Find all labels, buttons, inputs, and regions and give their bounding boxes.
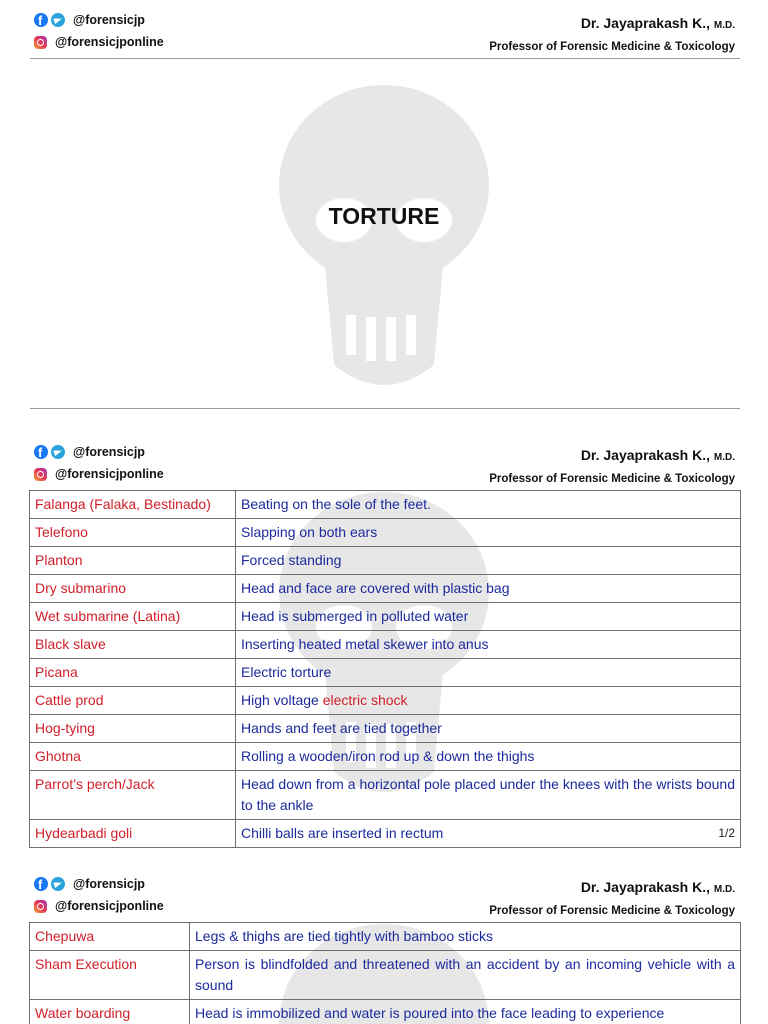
instagram-handle: @forensicjponline bbox=[55, 35, 164, 49]
torture-table bbox=[29, 922, 741, 1024]
definition-cell: Legs & thighs are tied tightly with bamboo sticks bbox=[190, 923, 741, 951]
instagram-row bbox=[34, 463, 164, 485]
definition-cell: Hands and feet are tied together bbox=[236, 715, 741, 743]
telegram-icon bbox=[51, 13, 65, 27]
table-row bbox=[30, 951, 741, 1000]
definition-cell: Head is submerged in polluted water bbox=[236, 603, 741, 631]
author-degree: M.D. bbox=[713, 452, 735, 463]
definition-text: High voltage bbox=[241, 692, 323, 708]
author-degree: M.D. bbox=[713, 884, 735, 895]
instagram-row bbox=[34, 31, 164, 53]
term-cell: Wet submarine (Latina) bbox=[30, 603, 236, 631]
telegram-icon bbox=[51, 877, 65, 891]
author-title: Professor of Forensic Medicine & Toxicology bbox=[489, 41, 735, 53]
table-row bbox=[30, 631, 741, 659]
table-row bbox=[30, 603, 741, 631]
header-divider bbox=[30, 58, 740, 59]
slide-torture-methods-2 bbox=[0, 864, 768, 1024]
author-name-line bbox=[489, 876, 735, 901]
author-name-line bbox=[489, 12, 735, 37]
term-cell: Falanga (Falaka, Bestinado) bbox=[30, 491, 236, 519]
instagram-icon bbox=[34, 468, 47, 481]
term-cell: Chepuwa bbox=[30, 923, 190, 951]
instagram-icon bbox=[34, 36, 47, 49]
slide-title-text: TORTURE bbox=[328, 203, 440, 229]
definition-cell: Beating on the sole of the feet. bbox=[236, 491, 741, 519]
social-handles bbox=[34, 441, 164, 485]
term-cell: Ghotna bbox=[30, 743, 236, 771]
term-cell: Water boarding bbox=[30, 1000, 190, 1024]
definition-text: Chilli balls are inserted in rectum bbox=[241, 825, 444, 841]
definition-cell: Forced standing bbox=[236, 547, 741, 575]
definition-cell: Slapping on both ears bbox=[236, 519, 741, 547]
table-row bbox=[30, 715, 741, 743]
instagram-handle: @forensicjponline bbox=[55, 899, 164, 913]
author-title: Professor of Forensic Medicine & Toxicology bbox=[489, 473, 735, 485]
term-cell: Sham Execution bbox=[30, 951, 190, 1000]
definition-cell: Head and face are covered with plastic bag bbox=[236, 575, 741, 603]
definition-cell: Head is immobilized and water is poured into the face leading to experience bbox=[190, 1000, 741, 1024]
torture-table bbox=[29, 490, 741, 848]
author-block bbox=[489, 12, 735, 57]
definition-cell: Rolling a wooden/iron rod up & down the thighs bbox=[236, 743, 741, 771]
term-cell: Hydearbadi goli bbox=[30, 820, 236, 848]
skull-watermark-icon bbox=[274, 85, 494, 405]
table-row bbox=[30, 547, 741, 575]
table-row bbox=[30, 659, 741, 687]
table-row bbox=[30, 771, 741, 820]
term-cell: Parrot’s perch/Jack bbox=[30, 771, 236, 820]
page-number: 1/2 bbox=[718, 826, 735, 840]
author-name: Dr. Jayaprakash K., bbox=[580, 15, 710, 31]
table-row bbox=[30, 687, 741, 715]
author-degree: M.D. bbox=[713, 20, 735, 31]
instagram-row bbox=[34, 895, 164, 917]
social-handles bbox=[34, 873, 164, 917]
social-handle: @forensicjp bbox=[73, 13, 145, 27]
term-cell: Planton bbox=[30, 547, 236, 575]
author-name: Dr. Jayaprakash K., bbox=[580, 447, 710, 463]
social-row bbox=[34, 9, 164, 31]
definition-cell bbox=[236, 820, 741, 848]
term-cell: Telefono bbox=[30, 519, 236, 547]
slide-title bbox=[0, 0, 768, 410]
telegram-icon bbox=[51, 445, 65, 459]
social-handle: @forensicjp bbox=[73, 877, 145, 891]
table-row bbox=[30, 820, 741, 848]
table-row bbox=[30, 1000, 741, 1024]
instagram-handle: @forensicjponline bbox=[55, 467, 164, 481]
facebook-icon bbox=[34, 13, 48, 27]
definition-cell: Inserting heated metal skewer into anus bbox=[236, 631, 741, 659]
social-row bbox=[34, 441, 164, 463]
author-title: Professor of Forensic Medicine & Toxicology bbox=[489, 905, 735, 917]
facebook-icon bbox=[34, 445, 48, 459]
social-handle: @forensicjp bbox=[73, 445, 145, 459]
facebook-icon bbox=[34, 877, 48, 891]
term-cell: Hog-tying bbox=[30, 715, 236, 743]
definition-cell: Head down from a horizontal pole placed under the knees with the wrists bound to the ankle bbox=[236, 771, 741, 820]
table-row bbox=[30, 519, 741, 547]
table-row bbox=[30, 743, 741, 771]
term-cell: Picana bbox=[30, 659, 236, 687]
author-name: Dr. Jayaprakash K., bbox=[580, 879, 710, 895]
definition-cell: Electric torture bbox=[236, 659, 741, 687]
definition-highlight: electric shock bbox=[322, 692, 408, 708]
term-cell: Cattle prod bbox=[30, 687, 236, 715]
term-cell: Dry submarino bbox=[30, 575, 236, 603]
table-row bbox=[30, 923, 741, 951]
instagram-icon bbox=[34, 900, 47, 913]
term-cell: Black slave bbox=[30, 631, 236, 659]
table-row bbox=[30, 575, 741, 603]
slide-bottom-divider bbox=[30, 408, 740, 409]
slide-torture-methods-1 bbox=[0, 432, 768, 842]
author-block bbox=[489, 876, 735, 921]
author-block bbox=[489, 444, 735, 489]
definition-cell bbox=[236, 687, 741, 715]
table-row bbox=[30, 491, 741, 519]
social-handles bbox=[34, 9, 164, 53]
social-row bbox=[34, 873, 164, 895]
author-name-line bbox=[489, 444, 735, 469]
definition-cell: Person is blindfolded and threatened with an accident by an incoming vehicle with a sound bbox=[190, 951, 741, 1000]
